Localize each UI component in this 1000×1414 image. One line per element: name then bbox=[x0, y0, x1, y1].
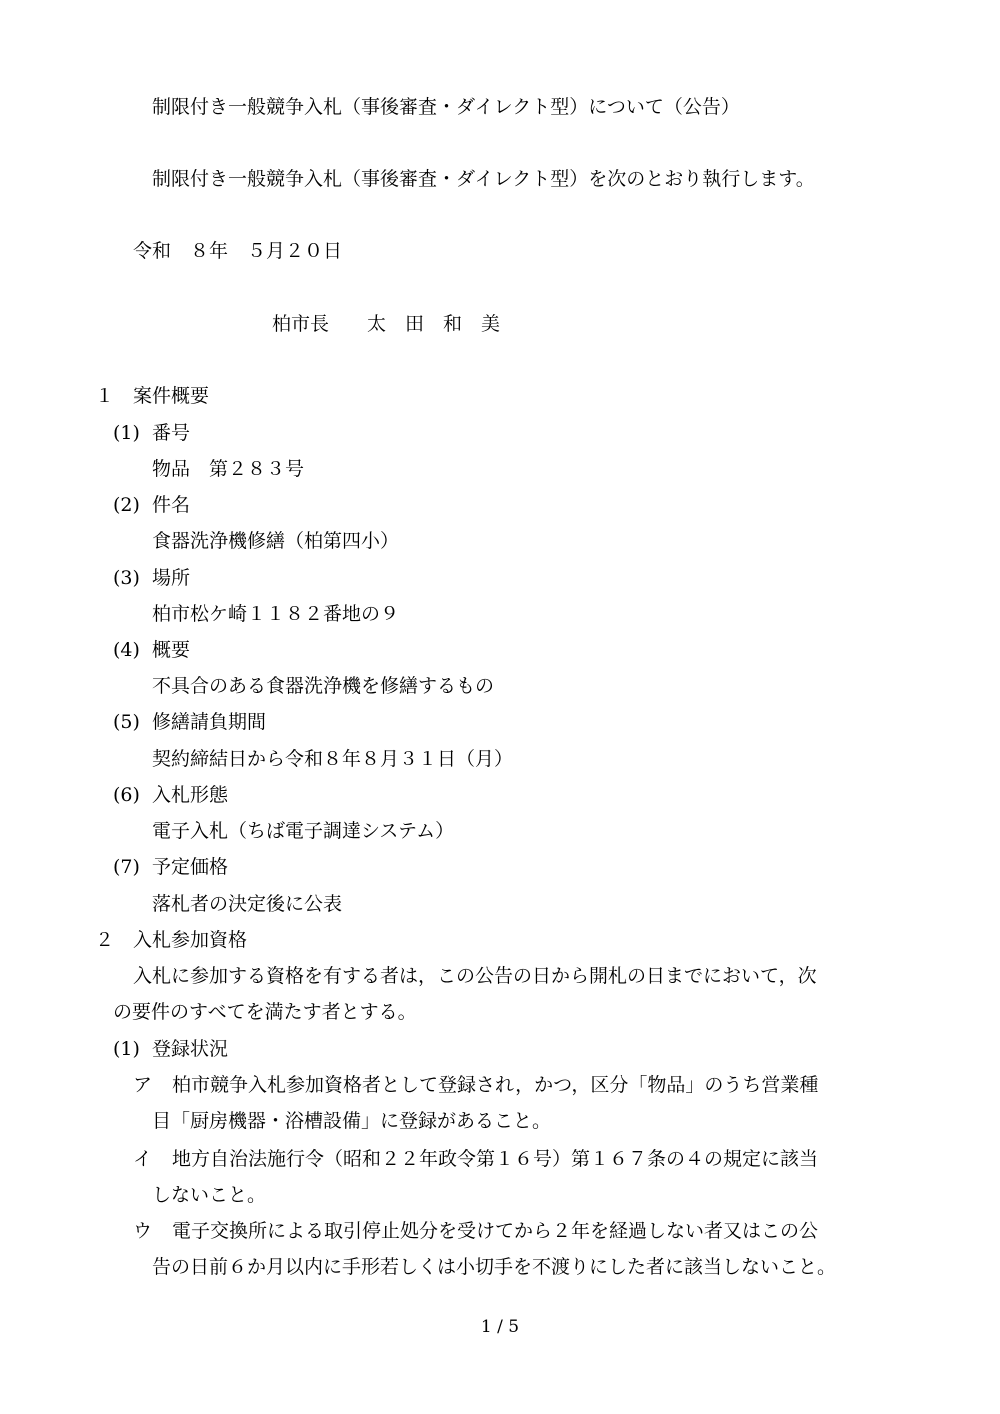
notice-title: 制限付き一般競争入札（事後審査・ダイレクト型）について（公告） bbox=[152, 96, 740, 118]
item-title: 概要 bbox=[152, 639, 191, 661]
item-label: (2) bbox=[113, 494, 140, 516]
section2-intro-line1: 入札に参加する資格を有する者は，この公告の日から開札の日までにおいて，次 bbox=[133, 965, 817, 987]
item-title: 予定価格 bbox=[152, 856, 229, 878]
requirement-line1: 地方自治法施行令（昭和２２年政令第１６号）第１６７条の４の規定に該当 bbox=[172, 1148, 819, 1170]
item-value: 柏市松ケ崎１１８２番地の９ bbox=[152, 603, 400, 625]
item-value: 契約締結日から令和８年８月３１日（月） bbox=[152, 748, 514, 770]
requirement-line2: 目「厨房機器・浴槽設備」に登録があること。 bbox=[152, 1110, 552, 1132]
requirement-line2: しないこと。 bbox=[152, 1184, 267, 1206]
subsection-title: 登録状況 bbox=[152, 1038, 229, 1060]
requirement-mark: イ bbox=[133, 1148, 153, 1170]
item-title: 場所 bbox=[152, 567, 191, 589]
notice-intro: 制限付き一般競争入札（事後審査・ダイレクト型）を次のとおり執行します。 bbox=[152, 168, 815, 190]
item-label: (1) bbox=[113, 422, 140, 444]
item-label: (7) bbox=[113, 856, 140, 878]
item-value: 食器洗浄機修繕（柏第四小） bbox=[152, 530, 400, 552]
item-value: 不具合のある食器洗浄機を修繕するもの bbox=[152, 675, 495, 697]
item-title: 入札形態 bbox=[152, 784, 229, 806]
requirement-line1: 電子交換所による取引停止処分を受けてから２年を経過しない者又はこの公 bbox=[172, 1220, 819, 1242]
page-number: 1 / 5 bbox=[480, 1317, 520, 1337]
notice-date: 令和 ８年 ５月２０日 bbox=[133, 240, 343, 262]
requirement-line1: 柏市競争入札参加資格者として登録され，かつ，区分「物品」のうち営業種 bbox=[172, 1074, 819, 1096]
item-value: 電子入札（ちば電子調達システム） bbox=[152, 820, 455, 842]
item-label: (5) bbox=[113, 711, 140, 733]
section2-intro-line2: の要件のすべてを満たす者とする。 bbox=[113, 1001, 417, 1023]
item-title: 修繕請負期間 bbox=[152, 711, 267, 733]
item-title: 番号 bbox=[152, 422, 191, 444]
requirement-mark: ア bbox=[133, 1074, 153, 1096]
item-label: (4) bbox=[113, 639, 140, 661]
section2-heading: ２ 入札参加資格 bbox=[95, 929, 248, 951]
subsection-label: (1) bbox=[113, 1038, 140, 1060]
notice-issuer: 柏市長 太 田 和 美 bbox=[272, 313, 501, 335]
requirement-line2: 告の日前６か月以内に手形若しくは小切手を不渡りにした者に該当しないこと。 bbox=[152, 1256, 837, 1278]
requirement-mark: ウ bbox=[133, 1220, 153, 1242]
section1-heading: １ 案件概要 bbox=[95, 385, 210, 407]
item-title: 件名 bbox=[152, 494, 191, 516]
item-value: 落札者の決定後に公表 bbox=[152, 893, 343, 915]
item-value: 物品 第２８３号 bbox=[152, 458, 305, 480]
item-label: (3) bbox=[113, 567, 140, 589]
item-label: (6) bbox=[113, 784, 140, 806]
